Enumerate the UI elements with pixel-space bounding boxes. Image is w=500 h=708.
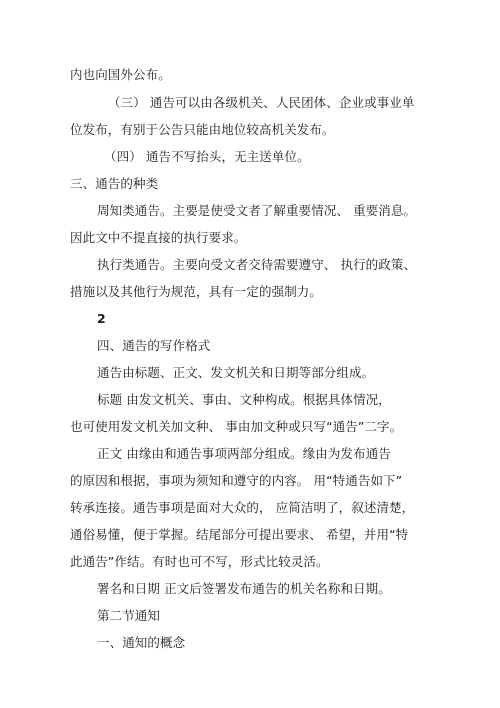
text-line-7: 因此文中不提直接的执行要求。 (70, 230, 247, 245)
chapter-heading-notice: 第二节通知 (97, 608, 161, 623)
text-line-9: 措施以及其他行为规范，具有一定的强制力。 (70, 284, 323, 299)
text-line-19: 此通告”作结。有时也可不写，形式比较灵活。 (70, 554, 329, 569)
text-line-8: 执行类通告。主要向受文者交待需要遵守、 执行的政策、 (97, 257, 417, 272)
text-line-14: 也可使用发文机关加文种、 事由加文种或只写“通告”二字。 (70, 419, 403, 434)
text-line-12: 通告由标题、正文、发文机关和日期等部分组成。 (97, 365, 375, 380)
text-line-20: 署名和日期 正文后签署发布通告的机关名称和日期。 (97, 581, 391, 596)
text-line-13: 标题 由发文机关、事由、文种构成。根据具体情况， (97, 392, 391, 407)
text-line-2: （三） 通告可以由各级机关、人民团体、企业或事业单 (108, 95, 415, 110)
text-line-3: 位发布，有别于公告只能由地位较高机关发布。 (70, 122, 335, 137)
text-line-15: 正文 由缘由和通告事项两部分组成。缘由为发布通告 (97, 446, 391, 461)
page-number: 2 (97, 311, 106, 326)
text-line-1: 内也向国外公布。 (70, 67, 171, 82)
text-line-16: 的原因和根据，事项为须知和遵守的内容。 用“特通告如下” (70, 473, 403, 488)
text-line-4: （四） 通告不写抬头，无主送单位。 (104, 149, 310, 164)
section-heading-concept: 一、通知的概念 (97, 635, 186, 650)
text-line-6: 周知类通告。主要是使受文者了解重要情况、 重要消息。 (97, 203, 417, 218)
text-line-18: 通俗易懂，便于掌握。结尾部分可提出要求、 希望，并用“特 (70, 527, 409, 542)
section-heading-types: 三、通告的种类 (70, 176, 159, 191)
text-line-17: 转承连接。通告事项是面对大众的， 应简洁明了，叙述清楚， (70, 500, 415, 515)
section-heading-format: 四、通告的写作格式 (97, 338, 211, 353)
